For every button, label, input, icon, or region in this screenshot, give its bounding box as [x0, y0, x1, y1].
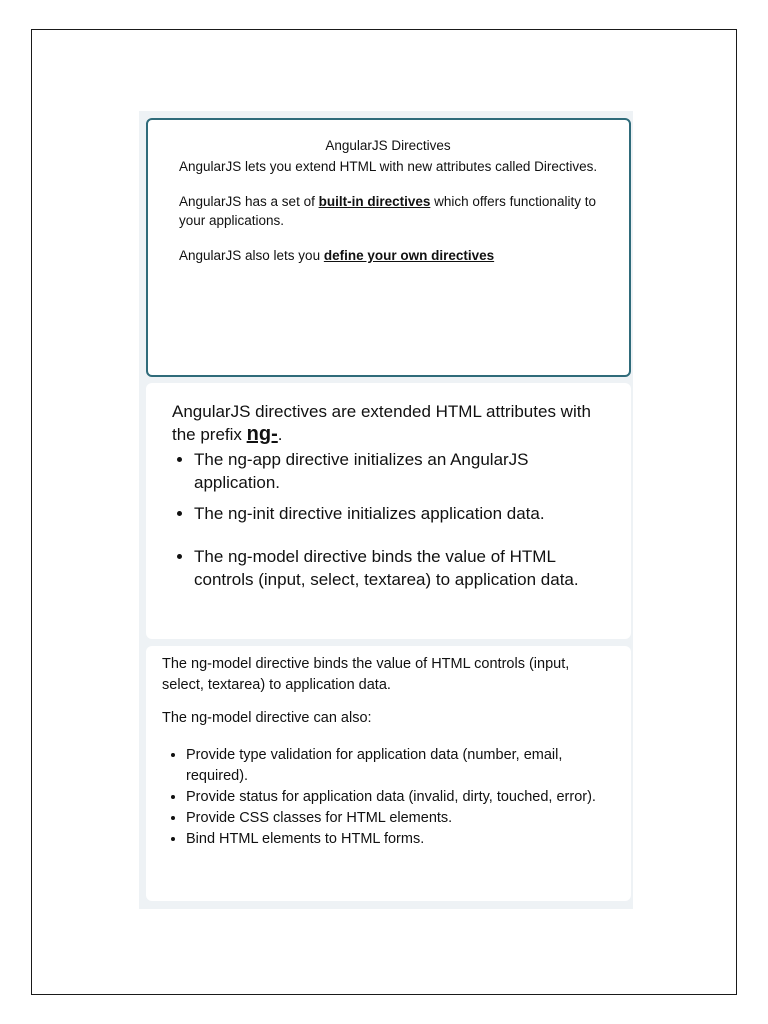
slide-ng-prefix	[146, 383, 631, 639]
list-item: • Provide CSS classes for HTML elements.	[186, 808, 613, 829]
list-item: • The ng-model directive binds the value of HTML controls (input, select, textarea) to application data.	[194, 545, 611, 591]
intro-text: AngularJS directives are extended HTML attributes with the prefix	[172, 402, 591, 444]
slide-intro	[172, 400, 611, 446]
paragraph-text: AngularJS has a set of	[179, 194, 319, 209]
slide-paragraph	[179, 246, 609, 265]
slide-paragraph: The ng-model directive binds the value of HTML controls (input, select, textarea) to application data.	[162, 656, 570, 693]
ng-prefix-label: ng-	[246, 423, 278, 445]
list-item: • Provide type validation for application data (number, email, required).	[186, 745, 613, 787]
paragraph-text: which offers functionality to your applications.	[179, 194, 596, 228]
list-item: • The ng-init directive initializes application data.	[194, 502, 611, 525]
slide-paragraph	[179, 157, 609, 176]
slide-angularjs-directives	[146, 118, 631, 377]
slide-paragraph	[179, 192, 609, 230]
bullet-list	[162, 745, 613, 850]
slide-ng-model	[146, 646, 631, 901]
paragraph-text: AngularJS lets you extend HTML with new attributes called Directives.	[179, 159, 598, 174]
bullet-list	[172, 448, 611, 591]
slide-paragraph: The ng-model directive can also:	[162, 710, 372, 726]
paragraph-text: AngularJS also lets you	[179, 248, 324, 263]
list-item: • The ng-app directive initializes an AngularJS application.	[194, 448, 611, 494]
slide-title: AngularJS Directives	[325, 138, 451, 153]
list-item: • Provide status for application data (invalid, dirty, touched, error).	[186, 787, 613, 808]
list-item: • Bind HTML elements to HTML forms.	[186, 829, 613, 850]
emphasis-built-in-directives: built-in directives	[318, 194, 431, 209]
emphasis-define-own-directives: define your own directives	[323, 248, 495, 263]
intro-text: .	[277, 425, 283, 444]
